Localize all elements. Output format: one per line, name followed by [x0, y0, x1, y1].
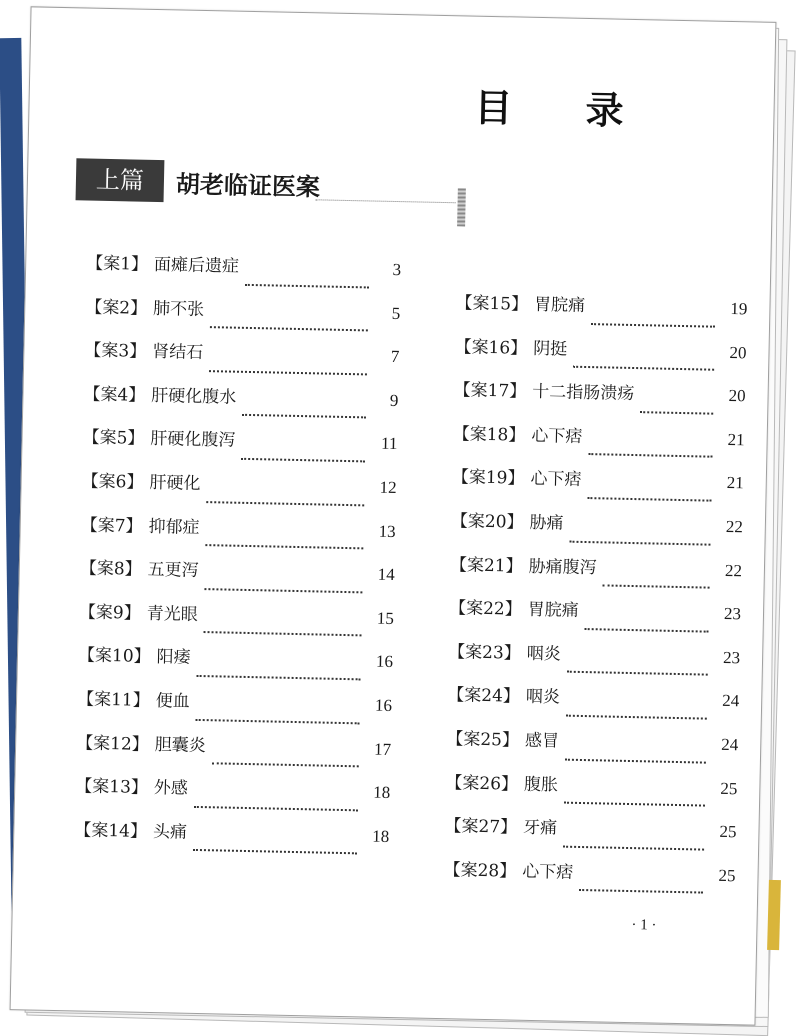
toc-entry — [75, 772, 391, 822]
case-name: 五更泻 — [147, 560, 199, 582]
page-number-ref: 24 — [722, 691, 740, 711]
leader-dots — [564, 802, 705, 807]
leader-dots — [579, 889, 703, 894]
leader-dots — [587, 497, 711, 502]
leader-dots — [640, 411, 713, 415]
case-name: 咽炎 — [526, 643, 561, 665]
case-label: 【案2】 — [85, 297, 148, 319]
page-number-ref: 16 — [374, 695, 393, 715]
case-label: 【案4】 — [83, 384, 146, 406]
toc-entry — [454, 332, 747, 382]
toc-entry — [83, 379, 399, 429]
case-name: 心下痞 — [530, 469, 582, 491]
leader-dots — [565, 758, 706, 763]
case-name: 阳痿 — [156, 647, 191, 669]
case-name: 抑郁症 — [148, 516, 200, 538]
leader-dots — [566, 671, 707, 676]
leader-dots — [193, 849, 357, 854]
toc-entry — [74, 815, 390, 865]
case-name: 牙痛 — [522, 817, 558, 839]
case-label: 【案3】 — [84, 340, 147, 362]
case-name: 面瘫后遗症 — [153, 254, 240, 277]
toc-entry — [451, 463, 744, 513]
toc-entry — [445, 768, 738, 818]
page-number-ref: 12 — [379, 477, 397, 498]
case-name: 心下痞 — [531, 425, 583, 447]
page-number-ref: 11 — [380, 434, 398, 454]
leader-dots — [204, 588, 362, 593]
case-name: 胃脘痛 — [533, 294, 586, 316]
leader-dots — [196, 675, 360, 680]
case-label: 【案24】 — [447, 685, 521, 708]
case-label: 【案8】 — [79, 558, 142, 580]
book-cover-edge-accent — [767, 880, 781, 950]
case-label: 【案7】 — [80, 515, 143, 537]
page-number-ref: 19 — [730, 299, 748, 319]
leader-dots — [573, 366, 714, 371]
page-number-ref: 21 — [727, 429, 745, 450]
toc-entry — [77, 641, 393, 691]
case-label: 【案18】 — [452, 424, 526, 446]
toc-entry — [448, 593, 741, 643]
case-label: 【案27】 — [444, 816, 518, 838]
page-number-ref: 18 — [372, 826, 390, 846]
toc-entry — [447, 681, 740, 731]
section-title: 胡老临证医案 — [175, 170, 321, 202]
page-number: · 1 · — [631, 917, 657, 934]
leader-dots — [203, 631, 361, 636]
toc-entry — [84, 336, 400, 386]
leader-dots — [569, 540, 710, 545]
leader-dots — [206, 501, 364, 506]
page-number-ref: 20 — [728, 386, 746, 406]
section-tag: 上篇 — [76, 158, 165, 202]
case-name: 感冒 — [524, 730, 560, 752]
page-number-ref: 25 — [720, 778, 738, 798]
case-label: 【案13】 — [75, 776, 149, 799]
page-number-ref: 13 — [378, 521, 396, 541]
leader-dots — [211, 762, 358, 767]
page-number-ref: 24 — [721, 734, 739, 755]
page-number-ref: 5 — [391, 303, 401, 323]
toc-entry — [449, 550, 742, 600]
toc-entry — [453, 375, 746, 425]
case-name: 心下痞 — [522, 861, 574, 883]
case-label: 【案6】 — [81, 471, 144, 493]
leader-dots — [591, 323, 715, 328]
case-label: 【案14】 — [74, 820, 148, 842]
page-number-ref: 22 — [724, 560, 743, 580]
case-name: 阴挺 — [532, 338, 568, 360]
section-marker — [457, 188, 466, 226]
case-label: 【案26】 — [445, 772, 519, 795]
leader-dots — [563, 845, 704, 850]
case-label: 【案23】 — [447, 641, 521, 664]
case-label: 【案21】 — [449, 554, 523, 577]
leader-dots — [245, 283, 369, 288]
case-name: 肝硬化腹水 — [151, 385, 237, 408]
page-number-ref: 7 — [390, 347, 400, 367]
case-name: 便血 — [155, 691, 190, 712]
toc-entry — [80, 510, 396, 560]
case-label: 【案16】 — [454, 336, 528, 359]
case-name: 十二指肠溃疡 — [532, 382, 635, 405]
page-number-ref: 9 — [389, 390, 399, 410]
leader-dots — [193, 806, 357, 811]
case-name: 肝硬化 — [149, 472, 201, 494]
page-number-ref: 15 — [376, 608, 395, 628]
case-name: 肺不张 — [152, 298, 205, 320]
page-number-ref: 25 — [718, 865, 736, 885]
toc-entry — [76, 684, 392, 734]
case-label: 【案1】 — [86, 253, 149, 275]
case-label: 【案5】 — [82, 427, 145, 450]
case-name: 胃脘痛 — [527, 600, 579, 622]
toc-entry — [452, 419, 745, 469]
leader-dots — [588, 453, 712, 458]
leader-dots — [602, 585, 709, 589]
leader-dots — [195, 718, 359, 723]
case-name: 胁痛 — [529, 512, 564, 534]
section-rule — [316, 199, 456, 203]
case-label: 【案11】 — [76, 689, 150, 711]
page-number-ref: 14 — [377, 564, 395, 585]
case-label: 【案9】 — [78, 602, 141, 624]
toc-entry — [81, 466, 397, 516]
leader-dots — [242, 414, 366, 419]
page-number-ref: 18 — [373, 782, 391, 803]
leader-dots — [565, 715, 706, 720]
case-name: 胆囊炎 — [154, 734, 206, 756]
toc-entry — [78, 597, 394, 647]
case-label: 【案10】 — [77, 645, 151, 668]
case-name: 肝硬化腹泻 — [150, 429, 236, 452]
case-name: 外感 — [153, 778, 189, 799]
toc-entry — [444, 811, 737, 861]
page-number-ref: 20 — [729, 342, 747, 362]
page-number-ref: 23 — [723, 604, 742, 624]
page-number-ref: 17 — [373, 739, 392, 759]
case-label: 【案15】 — [455, 293, 529, 315]
leader-dots — [584, 628, 708, 633]
toc-entry — [446, 724, 739, 774]
leader-dots — [241, 458, 365, 463]
case-name: 胁痛腹泻 — [528, 556, 597, 578]
toc-entry — [79, 554, 395, 604]
section-header — [76, 158, 321, 202]
leader-dots — [209, 370, 367, 375]
leader-dots — [210, 326, 368, 331]
toc-column-right — [443, 288, 748, 904]
case-name: 青光眼 — [146, 603, 198, 625]
toc-entry — [443, 855, 736, 905]
case-label: 【案22】 — [448, 598, 522, 620]
case-label: 【案20】 — [450, 511, 524, 533]
case-name: 咽炎 — [525, 687, 561, 708]
case-label: 【案19】 — [451, 467, 525, 490]
case-name: 肾结石 — [151, 342, 204, 364]
toc-entry — [455, 288, 748, 338]
toc-page — [10, 6, 777, 1025]
page-number-ref: 23 — [722, 647, 741, 668]
page-number-ref: 3 — [392, 259, 402, 280]
page-number-ref: 22 — [725, 516, 744, 537]
case-name: 头痛 — [152, 821, 188, 843]
case-label: 【案12】 — [75, 732, 150, 755]
toc-entry — [76, 728, 392, 778]
case-label: 【案17】 — [453, 380, 527, 402]
toc-column-left — [74, 249, 402, 866]
toc-entry — [82, 423, 398, 473]
page-title: 目 录 — [473, 85, 654, 134]
case-label: 【案25】 — [446, 729, 520, 751]
case-label: 【案28】 — [443, 859, 517, 882]
toc-entry — [86, 249, 402, 299]
page-number-ref: 21 — [726, 473, 744, 493]
leader-dots — [205, 544, 363, 549]
case-name: 腹胀 — [523, 774, 559, 796]
toc-entry — [450, 506, 743, 556]
page-number-ref: 16 — [375, 652, 394, 672]
toc-entry — [85, 292, 401, 342]
toc-entry — [448, 637, 741, 687]
page-number-ref: 25 — [719, 822, 737, 842]
